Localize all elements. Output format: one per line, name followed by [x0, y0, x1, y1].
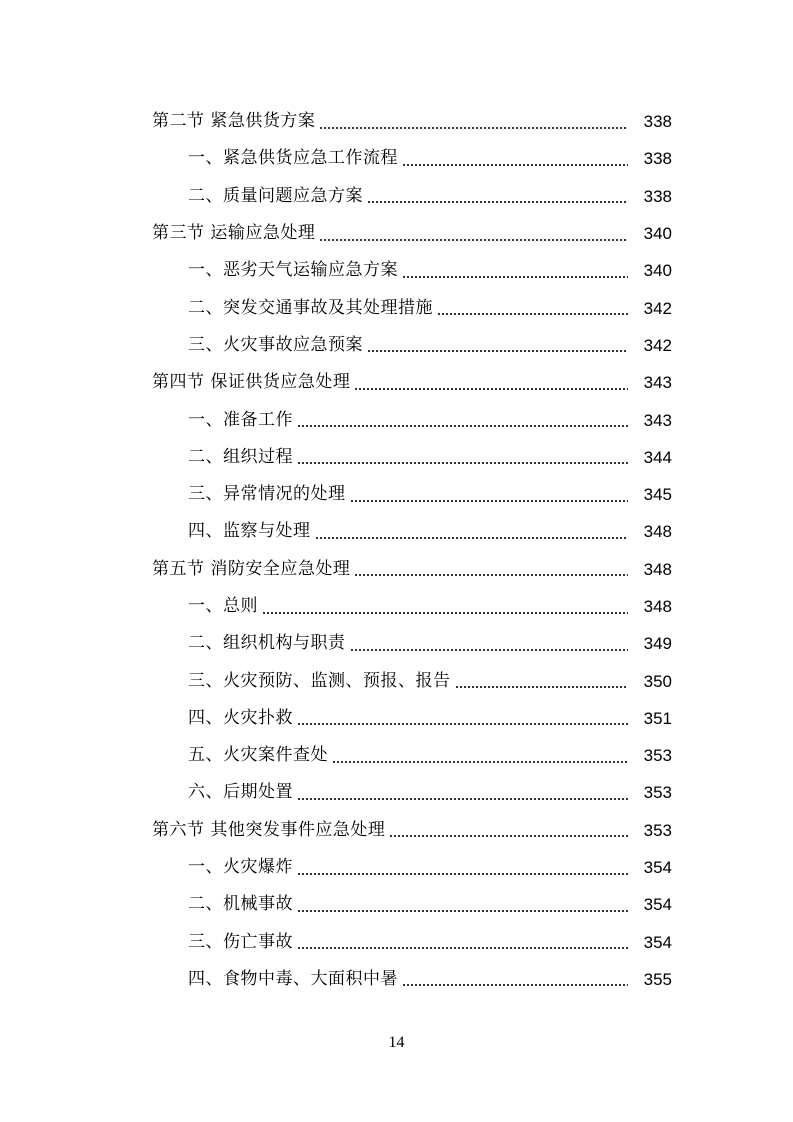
- toc-entry-label: 第六节 其他突发事件应急处理: [152, 819, 386, 840]
- toc-entry-page-number: 354: [643, 932, 672, 952]
- toc-entry-label: 第四节 保证供货应急处理: [152, 372, 351, 393]
- toc-subsection-entry[interactable]: [0, 401, 793, 438]
- toc-entry-page-number: 355: [643, 969, 672, 989]
- toc-dot-leader: [297, 947, 628, 949]
- toc-entry-page-number: 354: [643, 895, 672, 915]
- toc-dot-leader: [297, 462, 628, 464]
- toc-section-entry[interactable]: [0, 812, 793, 849]
- toc-entry-label: 二、组织过程: [188, 446, 293, 467]
- toc-entry-label: 六、后期处置: [188, 782, 293, 803]
- toc-subsection-entry[interactable]: [0, 662, 793, 699]
- toc-dot-leader: [319, 239, 628, 241]
- toc-dot-leader: [297, 798, 628, 800]
- toc-subsection-entry[interactable]: [0, 140, 793, 177]
- toc-entry-label: 五、火灾案件查处: [188, 745, 328, 766]
- toc-entry-page-number: 340: [643, 224, 672, 244]
- toc-entry-label: 二、机械事故: [188, 894, 293, 915]
- toc-entry-label: 四、火灾扑救: [188, 707, 293, 728]
- toc-entry-page-number: 343: [643, 373, 672, 393]
- toc-entry-page-number: 353: [643, 783, 672, 803]
- toc-dot-leader: [332, 761, 628, 763]
- toc-dot-leader: [319, 127, 628, 129]
- toc-subsection-entry[interactable]: [0, 924, 793, 961]
- toc-entry-label: 一、紧急供货应急工作流程: [188, 148, 398, 169]
- toc-entry-label: 四、监察与处理: [188, 521, 311, 542]
- toc-entry-page-number: 338: [643, 112, 672, 132]
- toc-subsection-entry[interactable]: [0, 961, 793, 998]
- toc-entry-page-number: 344: [643, 447, 672, 467]
- toc-subsection-entry[interactable]: [0, 178, 793, 215]
- table-of-contents: [0, 103, 793, 998]
- toc-entry-label: 第五节 消防安全应急处理: [152, 558, 351, 579]
- toc-section-entry[interactable]: [0, 551, 793, 588]
- toc-dot-leader: [367, 350, 628, 352]
- toc-entry-page-number: 354: [643, 858, 672, 878]
- toc-section-entry[interactable]: [0, 364, 793, 401]
- toc-section-entry[interactable]: [0, 103, 793, 140]
- toc-dot-leader: [389, 835, 628, 837]
- toc-dot-leader: [402, 984, 628, 986]
- toc-subsection-entry[interactable]: [0, 476, 793, 513]
- toc-entry-label: 一、恶劣天气运输应急方案: [188, 260, 398, 281]
- toc-entry-page-number: 342: [643, 335, 672, 355]
- page-number: 14: [388, 1034, 405, 1051]
- toc-dot-leader: [297, 425, 628, 427]
- toc-entry-page-number: 338: [643, 186, 672, 206]
- toc-entry-page-number: 340: [643, 261, 672, 281]
- toc-subsection-entry[interactable]: [0, 849, 793, 886]
- toc-entry-page-number: 345: [643, 485, 672, 505]
- toc-dot-leader: [354, 388, 628, 390]
- toc-dot-leader: [455, 686, 629, 688]
- toc-subsection-entry[interactable]: [0, 625, 793, 662]
- toc-entry-label: 一、总则: [188, 596, 258, 616]
- toc-subsection-entry[interactable]: [0, 774, 793, 811]
- toc-entry-label: 二、突发交通事故及其处理措施: [188, 297, 433, 318]
- toc-subsection-entry[interactable]: [0, 737, 793, 774]
- toc-entry-label: 三、火灾事故应急预案: [188, 334, 363, 355]
- toc-subsection-entry[interactable]: [0, 700, 793, 737]
- toc-entry-page-number: 351: [643, 708, 672, 728]
- toc-dot-leader: [402, 164, 628, 166]
- toc-subsection-entry[interactable]: [0, 289, 793, 326]
- toc-entry-label: 三、异常情况的处理: [188, 484, 346, 505]
- toc-subsection-entry[interactable]: [0, 886, 793, 923]
- toc-entry-page-number: 343: [643, 410, 672, 430]
- toc-entry-label: 二、组织机构与职责: [188, 633, 346, 654]
- toc-dot-leader: [350, 500, 629, 502]
- toc-entry-page-number: 348: [643, 522, 672, 542]
- toc-dot-leader: [354, 574, 628, 576]
- toc-section-entry[interactable]: [0, 215, 793, 252]
- toc-entry-page-number: 353: [643, 746, 672, 766]
- toc-subsection-entry[interactable]: [0, 588, 793, 625]
- toc-subsection-entry[interactable]: [0, 513, 793, 550]
- toc-dot-leader: [367, 201, 628, 203]
- toc-entry-page-number: 342: [643, 298, 672, 318]
- toc-dot-leader: [402, 276, 628, 278]
- toc-subsection-entry[interactable]: [0, 439, 793, 476]
- toc-entry-page-number: 348: [643, 597, 672, 616]
- toc-entry-label: 第三节 运输应急处理: [152, 223, 316, 244]
- toc-entry-label: 一、准备工作: [188, 409, 293, 430]
- toc-entry-label: 三、伤亡事故: [188, 931, 293, 952]
- toc-entry-label: 四、食物中毒、大面积中暑: [188, 968, 398, 989]
- toc-entry-page-number: 349: [643, 634, 672, 654]
- toc-dot-leader: [297, 873, 628, 875]
- toc-dot-leader: [297, 910, 628, 912]
- toc-entry-label: 三、火灾预防、监测、预报、报告: [188, 670, 451, 691]
- toc-subsection-entry[interactable]: [0, 327, 793, 364]
- toc-dot-leader: [262, 612, 628, 614]
- toc-subsection-entry[interactable]: [0, 252, 793, 289]
- toc-dot-leader: [437, 313, 628, 315]
- toc-entry-page-number: 350: [643, 671, 672, 691]
- toc-entry-page-number: 353: [643, 820, 672, 840]
- toc-entry-label: 二、质量问题应急方案: [188, 185, 363, 206]
- toc-dot-leader: [350, 649, 629, 651]
- toc-entry-label: 第二节 紧急供货方案: [152, 111, 316, 132]
- toc-entry-page-number: 338: [643, 149, 672, 169]
- toc-entry-page-number: 348: [643, 559, 672, 579]
- toc-dot-leader: [315, 537, 629, 539]
- toc-entry-label: 一、火灾爆炸: [188, 857, 293, 878]
- toc-dot-leader: [297, 723, 628, 725]
